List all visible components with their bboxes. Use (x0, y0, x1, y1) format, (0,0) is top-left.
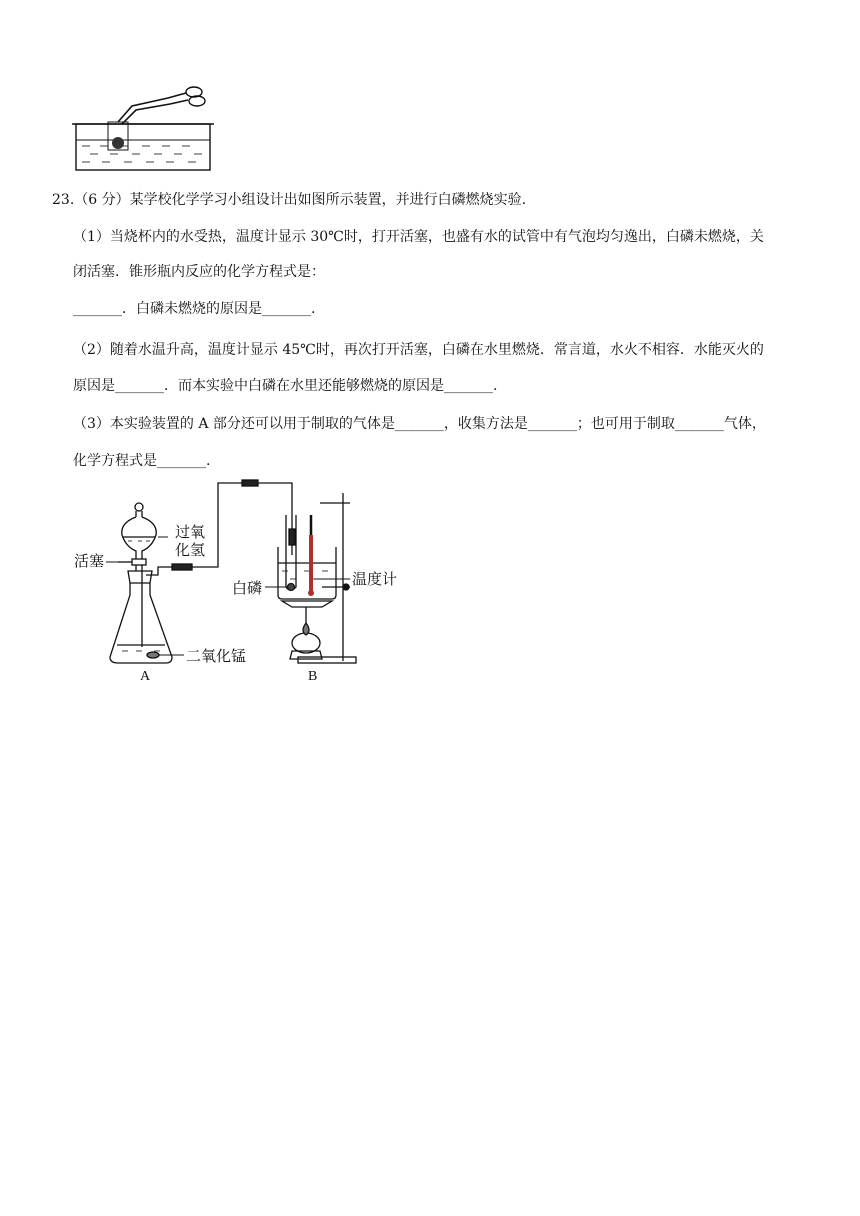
label-manganese-dioxide: 二氧化锰 (186, 647, 247, 665)
caption-a: A (140, 669, 151, 684)
apparatus-figure (60, 475, 380, 675)
label-hydrogen-peroxide-1: 过氧 (175, 523, 206, 541)
conical-flask (110, 480, 295, 663)
separatory-funnel (118, 503, 156, 571)
label-stopcock: 活塞 (74, 552, 105, 570)
label-white-phosphorus: 白磷 (232, 579, 263, 597)
apparatus-b (278, 493, 356, 663)
thermometer (308, 515, 314, 596)
caption-b: B (308, 669, 318, 684)
part3-line2: 化学方程式是_______. (73, 453, 211, 469)
part1-line3: _______．白磷未燃烧的原因是_______. (73, 301, 316, 317)
label-hydrogen-peroxide-2: 化氢 (175, 541, 206, 559)
part1-line1: （1）当烧杯内的水受热，温度计显示 30℃时，打开活塞，也盛有水的试管中有气泡均匀逸出，白磷未燃烧，关 (73, 229, 764, 245)
part1-line2: 闭活塞．锥形瓶内反应的化学方程式是： (73, 264, 325, 280)
part3-line1: （3）本实验装置的 A 部分还可以用于制取的气体是_______，收集方法是_______；也可用于制取_______气体， (73, 416, 766, 432)
tongs-trough-figure (70, 80, 220, 175)
part2-line1: （2）随着水温升高，温度计显示 45℃时，再次打开活塞，白磷在水里燃烧．常言道，水火不相容．水能灭火的 (73, 342, 764, 358)
label-thermometer: 温度计 (352, 570, 398, 588)
part2-line2: 原因是_______．而本实验中白磷在水里还能够燃烧的原因是_______. (73, 378, 498, 394)
question-header: 23.（6 分）某学校化学学习小组设计出如图所示装置，并进行白磷燃烧实验. (52, 192, 527, 208)
